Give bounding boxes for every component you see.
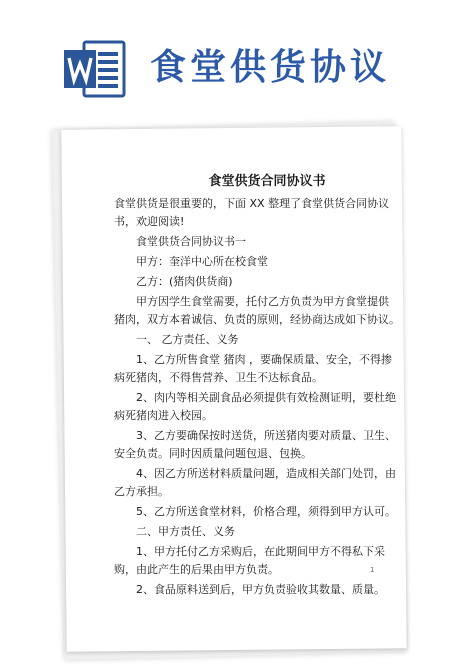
paragraph: 2、肉内等相关副食品必须提供有效检测证明，要杜绝病死猪肉进入校园。	[114, 391, 396, 422]
paragraph: 4、因乙方所送材料质量问题，造成相关部门处罚，由乙方承担。	[114, 467, 396, 498]
paragraph: 5、乙方所送食堂材料，价格合理，须得到甲方认可。	[136, 505, 396, 518]
paragraph: 甲方：奎洋中心所在校食堂	[136, 255, 268, 268]
page-number: 1	[370, 566, 375, 574]
paragraph: 1、甲方托付乙方采购后，在此期间甲方不得私下采购，由此产生的后果由甲方负责。	[114, 545, 385, 576]
paragraph: 乙方：(猪肉供货商)	[136, 275, 233, 288]
word-document-icon	[64, 40, 126, 98]
paragraph: 2、食品原料送到后，甲方负责验收其数量、质量。	[136, 583, 385, 596]
paragraph: 食堂供货是很重要的，下面 XX 整理了食堂供货合同协议书，欢迎阅读!	[114, 197, 390, 228]
paragraph: 食堂供货合同协议书一	[136, 235, 246, 248]
paragraph: 一、 乙方责任、义务	[136, 333, 239, 346]
paragraph: 甲方因学生食堂需要，托付乙方负责为甲方食堂提供 猪肉，双方本着诚信、负责的原则，经协商达成如下协议。	[114, 295, 400, 326]
header-title: 食堂供货协议	[150, 47, 391, 88]
document-body	[114, 172, 400, 601]
paragraph: 3、乙方要确保按时送货，所送猪肉要对质量、卫生、安全负责。同时因质量问题包退、包换。	[114, 429, 396, 460]
header-banner	[0, 0, 474, 120]
paragraph: 1、乙方所售食堂 猪肉 ，要确保质量、安全，不得掺病死猪肉，不得售营养、卫生不达标食品。	[114, 353, 392, 384]
document-title: 食堂供货合同协议书	[208, 174, 326, 189]
paragraph: 二、甲方责任、义务	[136, 525, 235, 538]
paragraph-list	[114, 195, 400, 599]
